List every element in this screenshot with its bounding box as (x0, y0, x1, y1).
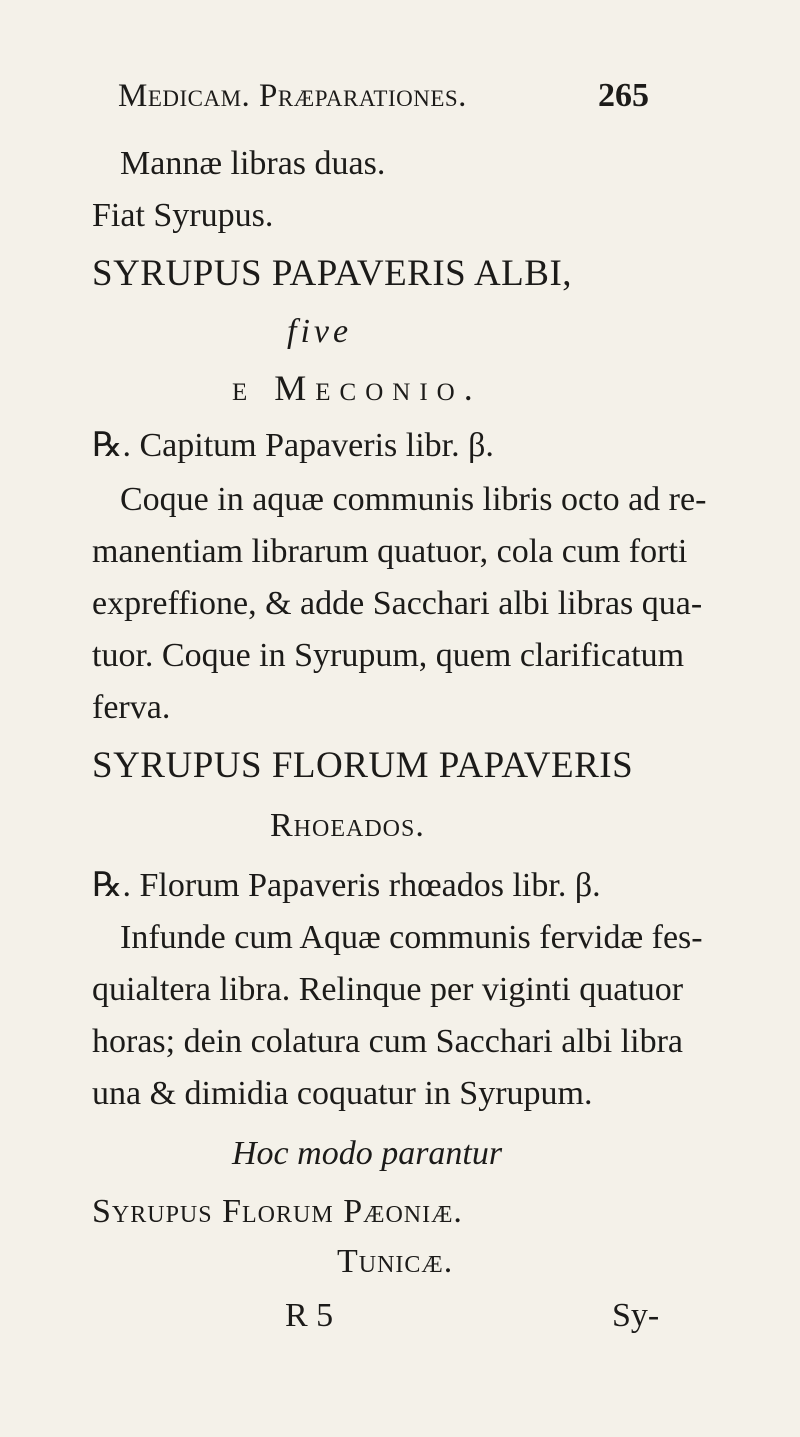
catchword: Sy- (612, 1297, 660, 1334)
text-line: Syrupus Florum Pæoniæ. (92, 1193, 463, 1230)
running-header: Medicam. Præparationes. (118, 78, 467, 114)
text-line: quialtera libra. Relinque per viginti quatuor (92, 971, 684, 1008)
text-line: una & dimidia coquatur in Syrupum. (92, 1075, 593, 1112)
text-line: ℞. Florum Papaveris rhœados libr. β. (92, 867, 601, 904)
text-line: ferva. (92, 689, 171, 726)
section-subtitle: five (287, 313, 353, 350)
text-line: Tunicæ. (337, 1243, 454, 1280)
section-subtitle: Rhoeados. (270, 807, 425, 844)
text-line: tuor. Coque in Syrupum, quem clarificatum (92, 637, 685, 674)
text-line: Hoc modo parantur (232, 1135, 503, 1172)
text-line: Mannæ libras duas. (120, 145, 386, 182)
text-line: expreffione, & adde Sacchari albi libras qua- (92, 585, 703, 622)
text-line: Infunde cum Aquæ communis fervidæ fes- (120, 919, 703, 956)
text-line: Fiat Syrupus. (92, 197, 274, 234)
text-line: Coque in aquæ communis libris octo ad re- (120, 481, 707, 518)
section-title: SYRUPUS FLORUM PAPAVERIS (92, 745, 634, 786)
text-line: ℞. Capitum Papaveris libr. β. (92, 427, 494, 464)
text-line: horas; dein colatura cum Sacchari albi libra (92, 1023, 683, 1060)
text-line: manentiam librarum quatuor, cola cum forti (92, 533, 688, 570)
page-number: 265 (598, 77, 649, 114)
section-subtitle: e Meconio. (232, 368, 482, 408)
section-title: SYRUPUS PAPAVERIS ALBI, (92, 253, 573, 294)
signature-mark: R 5 (285, 1297, 334, 1334)
